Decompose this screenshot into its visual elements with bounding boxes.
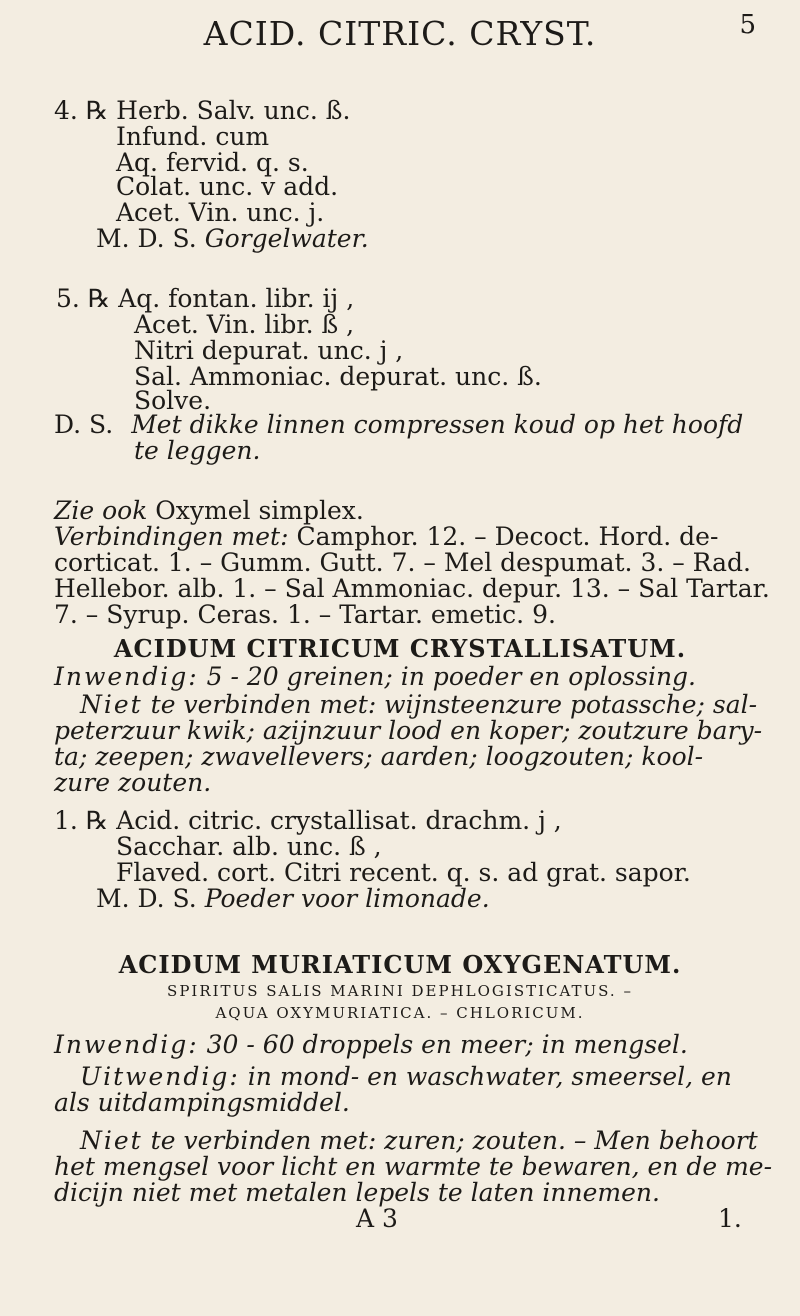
niet-label: Niet bbox=[80, 1126, 143, 1155]
muriaticum-niet-line-3: dicijn niet met metalen lepels te laten innemen. bbox=[54, 1178, 660, 1207]
citricum-niet-line-3: ta; zeepen; zwavellevers; aarden; loogzouten; kool- bbox=[54, 742, 704, 771]
oxymel-line-4: Hellebor. alb. 1. – Sal Ammoniac. depur. 13. – Sal Tartar. bbox=[54, 574, 770, 603]
muriaticum-synonyms-1: SPIRITUS SALIS MARINI DEPHLOGISTICATUS. – bbox=[167, 982, 633, 1000]
inwendig-text: 5 - 20 greinen; in poeder en oplossing. bbox=[198, 662, 697, 691]
section-heading-acidum-muriaticum: ACIDUM MURIATICUM OXYGENATUM. bbox=[118, 950, 682, 979]
signature-mark: A 3 bbox=[356, 1204, 398, 1233]
muriaticum-uitwendig-line-2: als uitdampingsmiddel. bbox=[54, 1088, 350, 1117]
niet-text-1: te verbinden met: zuren; zouten. – Men behoort bbox=[142, 1126, 758, 1155]
verbindingen-label: Verbindingen met: bbox=[54, 522, 289, 551]
oxymel-line-3: corticat. 1. – Gumm. Gutt. 7. – Mel despumat. 3. – Rad. bbox=[54, 548, 751, 577]
section-heading-acidum-citricum: ACIDUM CITRICUM CRYSTALLISATUM. bbox=[113, 634, 687, 663]
citricum-recipe-signature bbox=[96, 884, 490, 914]
catchword: 1. bbox=[718, 1204, 742, 1233]
recipe-5-line-5: Solve. bbox=[134, 386, 212, 415]
oxymel-text-2: Camphor. 12. – Decoct. Hord. de- bbox=[288, 522, 719, 551]
oxymel-reference: Oxymel simplex. bbox=[147, 496, 364, 525]
citricum-inwendig bbox=[54, 662, 696, 692]
citricum-niet-line-4: zure zouten. bbox=[54, 768, 212, 797]
oxymel-line-5: 7. – Syrup. Ceras. 1. – Tartar. emetic. 9. bbox=[54, 600, 556, 629]
uitwendig-text-1: in mond- en waschwater, smeersel, en bbox=[239, 1062, 732, 1091]
uitwendig-label: Uitwendig: bbox=[80, 1062, 240, 1091]
page-number: 5 bbox=[739, 10, 756, 40]
muriaticum-niet-line-2: het mengsel voor licht en warmte te bewaren, en de me- bbox=[54, 1152, 773, 1181]
recipe-4-line-3: Aq. fervid. q. s. bbox=[116, 148, 309, 177]
recipe-4-line-5: Acet. Vin. unc. j. bbox=[116, 198, 325, 227]
zie-ook-label: Zie ook bbox=[54, 496, 148, 525]
inwendig-label: Inwendig: bbox=[54, 1030, 199, 1059]
ds-label: D. S. bbox=[54, 410, 114, 439]
md-label: M. D. S. bbox=[96, 224, 197, 253]
recipe-4-line-2: Infund. cum bbox=[116, 122, 270, 151]
citricum-recipe-line-2: Sacchar. alb. unc. ß , bbox=[116, 832, 382, 861]
citricum-niet-line-2: peterzuur kwik; azijnzuur lood en koper; zoutzure bary- bbox=[54, 716, 763, 745]
citricum-recipe-line-3: Flaved. cort. Citri recent. q. s. ad grat. sapor. bbox=[116, 858, 691, 887]
inwendig-text: 30 - 60 droppels en meer; in mengsel. bbox=[198, 1030, 688, 1059]
recipe-4-signature bbox=[96, 224, 369, 254]
recipe-4-instruction: Gorgelwater. bbox=[204, 224, 369, 253]
running-header: ACID. CITRIC. CRYST. bbox=[203, 14, 597, 53]
recipe-5-line-2: Acet. Vin. libr. ß , bbox=[134, 310, 355, 339]
muriaticum-synonyms-2: AQUA OXYMURIATICA. – CHLORICUM. bbox=[215, 1004, 585, 1022]
recipe-5-line-1: 5. ℞ Aq. fontan. libr. ij , bbox=[56, 284, 355, 313]
muriaticum-inwendig bbox=[54, 1030, 688, 1060]
recipe-4-line-4: Colat. unc. v add. bbox=[116, 172, 339, 201]
recipe-5-line-4: Sal. Ammoniac. depurat. unc. ß. bbox=[134, 362, 542, 391]
recipe-5-instruction-1: Met dikke linnen compressen koud op het hoofd bbox=[131, 410, 744, 439]
niet-text-1: te verbinden met: wijnsteenzure potassche; sal- bbox=[142, 690, 758, 719]
recipe-5-instruction-2: te leggen. bbox=[134, 436, 261, 465]
inwendig-label: Inwendig: bbox=[54, 662, 199, 691]
citricum-recipe-line-1: 1. ℞ Acid. citric. crystallisat. drachm. j , bbox=[54, 806, 562, 835]
md-label: M. D. S. bbox=[96, 884, 197, 913]
citricum-recipe-instruction: Poeder voor limonade. bbox=[204, 884, 490, 913]
recipe-5-line-3: Nitri depurat. unc. j , bbox=[134, 336, 404, 365]
recipe-4-line-1: 4. ℞ Herb. Salv. unc. ß. bbox=[54, 96, 351, 125]
niet-label: Niet bbox=[80, 690, 143, 719]
